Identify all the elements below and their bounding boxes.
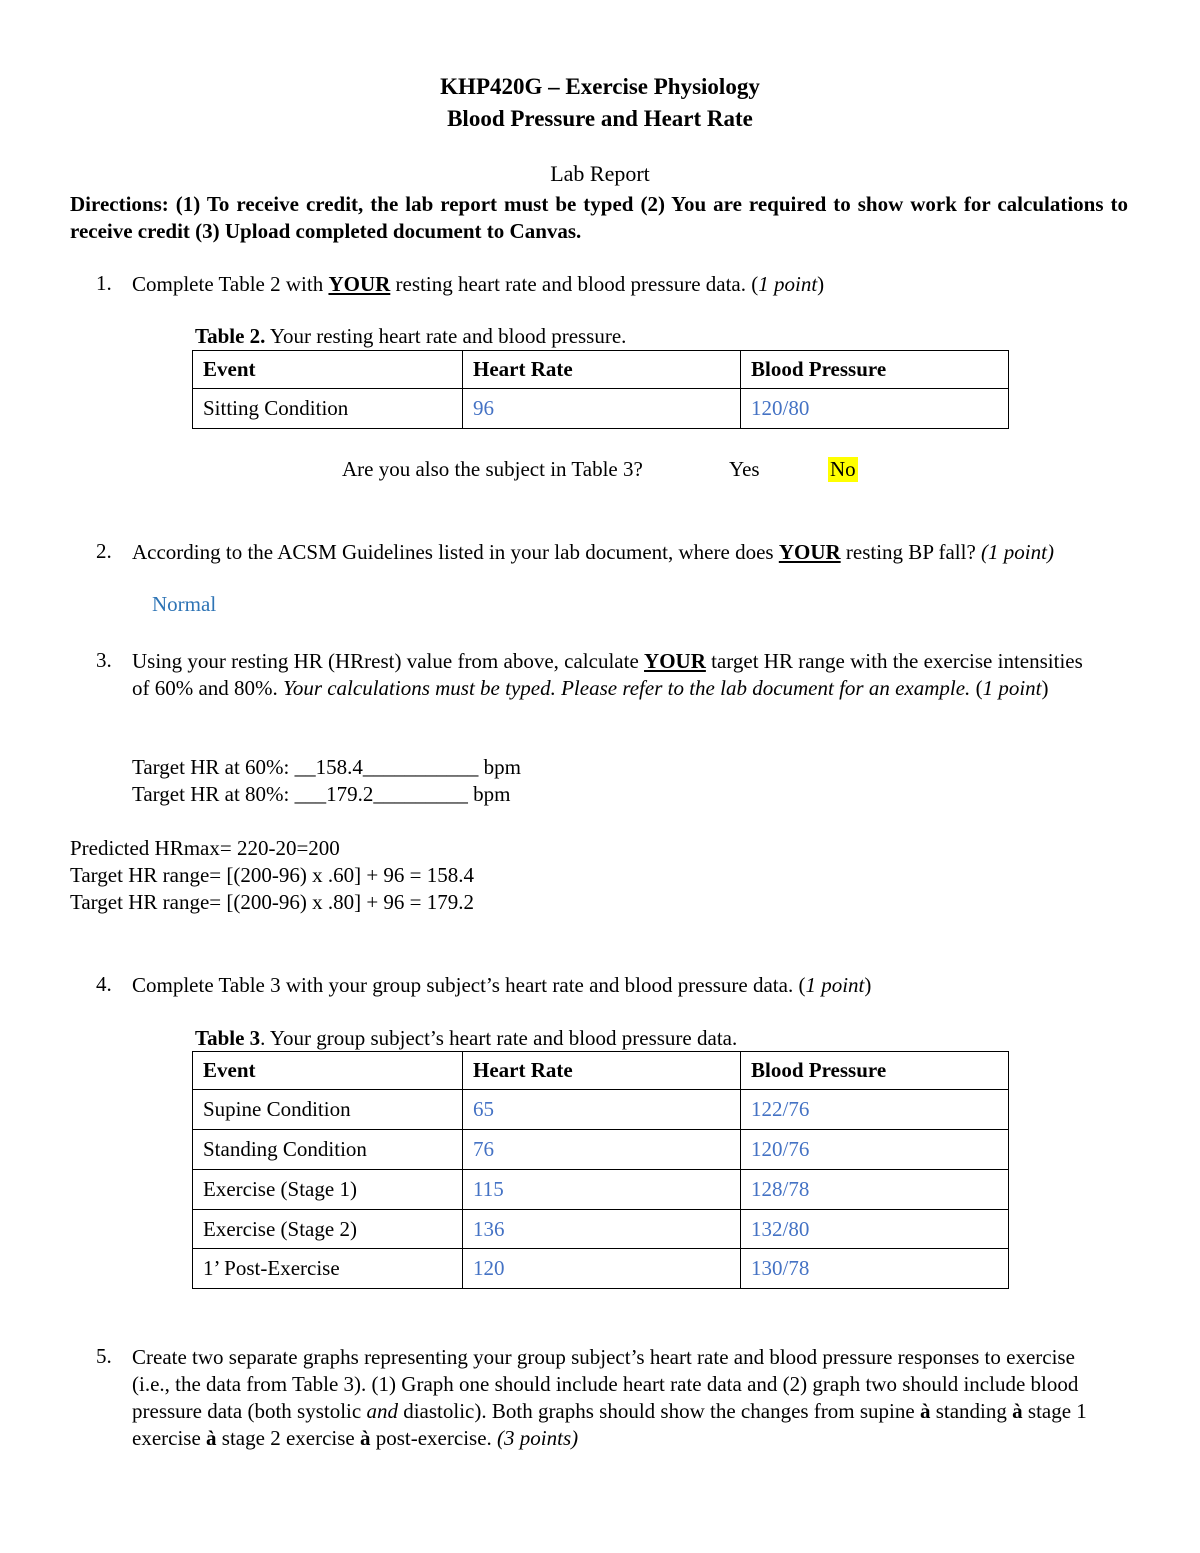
question-2-answer: Normal xyxy=(152,592,217,616)
answer-yes: Yes xyxy=(729,457,760,481)
blood-pressure-cell: 128/78 xyxy=(741,1170,1009,1210)
heart-rate-cell: 76 xyxy=(463,1130,741,1170)
blood-pressure-cell: 122/76 xyxy=(741,1090,1009,1130)
work-hrmax: Predicted HRmax= 220-20=200 xyxy=(70,836,340,860)
header-blood-pressure: Blood Pressure xyxy=(741,351,1009,389)
question-1-text: Complete Table 2 with YOUR resting heart rate and blood pressure data. (1 point) xyxy=(132,272,825,296)
question-4-number: 4. xyxy=(96,972,112,996)
event-cell: Exercise (Stage 2) xyxy=(193,1210,463,1249)
table-row xyxy=(193,1090,1009,1130)
question-5-text: Create two separate graphs representing your group subject’s heart rate and blood pressure responses to exercise (i.e., the data from Table 3). (1) Graph one should include heart rate data and (2) graph two should include blood pressure data (both systolic and diastolic). Both graphs should show the changes from supine à standing à stage 1 exercise à stage 2 exercise à post-exercise. (3 points) xyxy=(132,1345,1087,1450)
event-cell: Sitting Condition xyxy=(193,389,463,429)
work-range-60: Target HR range= [(200-96) x .60] + 96 = 158.4 xyxy=(70,863,475,887)
directions: Directions: (1) To receive credit, the lab report must be typed (2) You are required to show work for calculations to receive credit (3) Upload completed document to Canvas. xyxy=(70,192,1128,243)
header-heart-rate: Heart Rate xyxy=(463,1052,741,1090)
header-heart-rate: Heart Rate xyxy=(463,351,741,389)
table-2-caption: Table 2. Your resting heart rate and blood pressure. xyxy=(195,324,627,348)
heart-rate-cell: 65 xyxy=(463,1090,741,1130)
table-row xyxy=(193,1249,1009,1289)
table-header-row xyxy=(193,1052,1009,1090)
arrow-icon: à xyxy=(206,1426,217,1450)
subject-question: Are you also the subject in Table 3? xyxy=(342,457,643,481)
lab-title: Blood Pressure and Heart Rate xyxy=(447,106,753,131)
header-event: Event xyxy=(193,1052,463,1090)
target-hr-80: Target HR at 80%: ___179.2_________ bpm xyxy=(132,782,511,806)
emphasis-your: YOUR xyxy=(778,540,841,564)
work-range-80: Target HR range= [(200-96) x .80] + 96 = 179.2 xyxy=(70,890,475,914)
table-row xyxy=(193,1210,1009,1249)
event-cell: 1’ Post-Exercise xyxy=(193,1249,463,1289)
table-3 xyxy=(192,1051,1009,1289)
heart-rate-cell: 136 xyxy=(463,1210,741,1249)
heart-rate-cell: 96 xyxy=(463,389,741,429)
table-row xyxy=(193,1170,1009,1210)
heart-rate-cell: 120 xyxy=(463,1249,741,1289)
course-title: KHP420G – Exercise Physiology xyxy=(440,74,760,99)
target-hr-60: Target HR at 60%: __158.4___________ bpm xyxy=(132,755,521,779)
question-2-number: 2. xyxy=(96,539,112,563)
arrow-icon: à xyxy=(359,1426,371,1450)
heart-rate-cell: 115 xyxy=(463,1170,741,1210)
table-header-row xyxy=(193,351,1009,389)
answer-no-highlighted: No xyxy=(830,457,856,481)
event-cell: Exercise (Stage 1) xyxy=(193,1170,463,1210)
blood-pressure-cell: 120/80 xyxy=(741,389,1009,429)
arrow-icon: à xyxy=(919,1399,931,1423)
arrow-icon: à xyxy=(1012,1399,1023,1423)
blood-pressure-cell: 130/78 xyxy=(741,1249,1009,1289)
table-row xyxy=(193,389,1009,429)
table-row xyxy=(193,1130,1009,1170)
table-2 xyxy=(192,350,1009,429)
event-cell: Standing Condition xyxy=(193,1130,463,1170)
emphasis-your: YOUR xyxy=(644,649,706,673)
event-cell: Supine Condition xyxy=(193,1090,463,1130)
lab-report-heading: Lab Report xyxy=(550,161,650,186)
table-3-caption: Table 3. Your group subject’s heart rate and blood pressure data. xyxy=(195,1026,738,1050)
emphasis-your: YOUR xyxy=(328,272,391,296)
question-5-number: 5. xyxy=(96,1344,112,1368)
question-2-text: According to the ACSM Guidelines listed in your lab document, where does YOUR resting BP fall? (1 point) xyxy=(132,540,1054,564)
blood-pressure-cell: 120/76 xyxy=(741,1130,1009,1170)
blood-pressure-cell: 132/80 xyxy=(741,1210,1009,1249)
header-event: Event xyxy=(193,351,463,389)
question-4-text: Complete Table 3 with your group subject’s heart rate and blood pressure data. (1 point) xyxy=(132,973,872,997)
question-1-number: 1. xyxy=(96,271,112,295)
question-3-text: Using your resting HR (HRrest) value from above, calculate YOUR target HR range with the exercise intensities of 60% and 80%. Your calculations must be typed. Please refer to the lab document for an example. (1 point) xyxy=(132,649,1083,700)
header-blood-pressure: Blood Pressure xyxy=(741,1052,1009,1090)
question-3-number: 3. xyxy=(96,648,112,672)
